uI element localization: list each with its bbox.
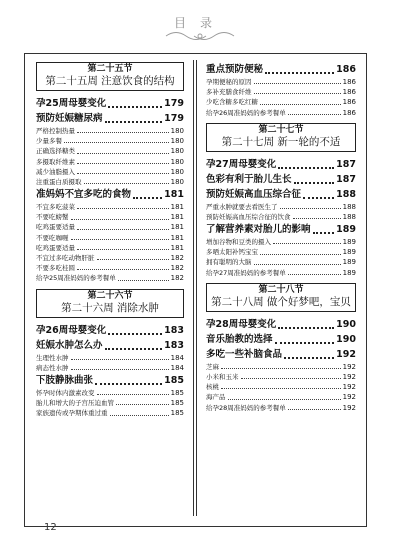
entry-title: 给孕27周准妈妈的参考餐单: [206, 268, 286, 277]
toc-entry[interactable]: [206, 332, 356, 347]
entry-title: 核桃: [206, 383, 219, 392]
entry-title: 孕28周母婴变化: [206, 318, 277, 330]
entry-title: 妊娠水肿怎么办: [36, 339, 103, 351]
entry-title: 少吃含糖多吃红糖: [206, 98, 258, 107]
entry-page: 185: [170, 388, 184, 397]
entry-page: 190: [336, 318, 356, 330]
toc-title: 目录: [173, 16, 226, 30]
dot-leader: [77, 208, 169, 209]
entry-title: 不要多吃桂圆: [36, 264, 75, 273]
entry-title: 怀孕时体内激素改变: [36, 388, 95, 397]
entry-title: 不宜多吃菠菜: [36, 203, 75, 212]
toc-subentry[interactable]: [36, 398, 184, 408]
entry-list-26-cont: [206, 62, 356, 118]
entry-page: 187: [336, 173, 356, 185]
entry-page: 182: [170, 254, 184, 263]
toc-subentry[interactable]: [36, 177, 184, 187]
dot-leader: [97, 259, 169, 260]
toc-subentry[interactable]: [206, 372, 356, 382]
entry-title: 预防妊娠高血压综合征的饮食: [206, 212, 291, 221]
toc-subentry[interactable]: [206, 392, 356, 402]
toc-subentry[interactable]: [206, 247, 356, 257]
entry-page: 189: [336, 224, 356, 236]
entry-page: 182: [170, 264, 184, 273]
entry-page: 186: [342, 77, 356, 86]
entry-title: 预防妊娠糖尿病: [36, 113, 103, 124]
toc-subentry[interactable]: [36, 126, 184, 136]
toc-subentry[interactable]: [36, 273, 184, 283]
dot-leader: [71, 359, 169, 360]
section-title: 第二十七周 新一轮的不适: [221, 135, 341, 148]
dot-leader: [77, 132, 169, 133]
entry-page: 185: [170, 409, 184, 418]
column-divider: [193, 60, 197, 516]
entry-title: 芝麻: [206, 362, 219, 371]
entry-title: 海产品: [206, 393, 226, 402]
entry-page: 181: [170, 233, 184, 242]
dot-leader: [288, 409, 341, 410]
dot-leader: [108, 106, 162, 108]
section-title: 第二十八周 做个好梦吧，宝贝: [211, 295, 351, 308]
dot-leader: [284, 357, 334, 359]
toc-subentry[interactable]: [36, 157, 184, 167]
dot-leader: [294, 182, 335, 184]
section-number: 第二十七节: [258, 124, 304, 135]
entry-title: 正确选择糖类: [36, 147, 75, 156]
entry-title: 给孕28周准妈妈的参考餐单: [206, 403, 286, 412]
section-number: 第二十八节: [258, 284, 304, 295]
toc-subentry[interactable]: [206, 362, 356, 372]
dot-leader: [260, 254, 341, 255]
entry-page: 181: [170, 203, 184, 212]
entry-page: 192: [336, 348, 356, 360]
toc-subentry[interactable]: [206, 77, 356, 87]
entry-page: 186: [342, 108, 356, 117]
toc-subentry[interactable]: [206, 108, 356, 118]
toc-subentry[interactable]: [36, 136, 184, 146]
toc-subentry[interactable]: [36, 233, 184, 243]
entry-title: 不要吃螃蟹: [36, 213, 69, 222]
entry-title: 了解营养素对胎儿的影响: [206, 224, 311, 236]
toc-subentry[interactable]: [36, 408, 184, 418]
dot-leader: [105, 121, 163, 123]
entry-page: 188: [342, 202, 356, 211]
entry-title: 严重水肿就要去看医生了: [206, 202, 278, 211]
dot-leader: [71, 219, 169, 220]
toc-subentry[interactable]: [36, 243, 184, 253]
toc-entry[interactable]: [206, 317, 356, 332]
entry-title: 孕27周母婴变化: [206, 158, 277, 170]
entry-page: 189: [342, 258, 356, 267]
toc-subentry[interactable]: [206, 403, 356, 413]
entry-page: 190: [336, 333, 356, 345]
entry-page: 185: [170, 399, 184, 408]
ornament-icon: [164, 29, 236, 43]
entry-title: 孕25周母婴变化: [36, 98, 107, 109]
entry-title: 生理性水肿: [36, 353, 69, 362]
dot-leader: [303, 197, 334, 199]
entry-page: 192: [342, 362, 356, 371]
toc-entry[interactable]: [206, 172, 356, 187]
toc-entry[interactable]: [206, 222, 356, 237]
left-column: [36, 62, 184, 419]
entry-title: 重点预防便秘: [206, 64, 264, 75]
dot-leader: [254, 264, 341, 265]
dot-leader: [95, 383, 162, 385]
entry-title: 音乐胎教的选择: [206, 333, 273, 345]
entry-page: 186: [336, 64, 356, 75]
entry-list-26: [36, 323, 184, 419]
dot-leader: [254, 93, 341, 94]
toc-subentry[interactable]: [36, 167, 184, 177]
dot-leader: [280, 208, 341, 209]
dot-leader: [288, 114, 341, 115]
entry-page: 183: [164, 339, 184, 351]
entry-title: 拥有聪明的大脑: [206, 258, 252, 267]
dot-leader: [77, 163, 169, 164]
entry-page: 186: [342, 88, 356, 97]
entry-page: 192: [342, 383, 356, 392]
entry-page: 192: [342, 393, 356, 402]
toc-subentry[interactable]: [206, 202, 356, 212]
dot-leader: [288, 274, 341, 275]
entry-page: 181: [164, 189, 184, 201]
toc-subentry[interactable]: [36, 363, 184, 373]
toc-entry[interactable]: [206, 347, 356, 362]
entry-page: 180: [170, 126, 184, 135]
entry-title: 色彩有利于胎儿生长: [206, 173, 292, 185]
dot-leader: [293, 218, 341, 219]
entry-title: 严格控制热量: [36, 126, 75, 135]
toc-entry[interactable]: [36, 338, 184, 353]
toc-subentry[interactable]: [36, 223, 184, 233]
dot-leader: [265, 72, 334, 74]
section-title: 第二十六周 消除水肿: [61, 301, 159, 314]
entry-page: 181: [170, 223, 184, 232]
right-column: [206, 62, 356, 413]
toc-subentry[interactable]: [206, 258, 356, 268]
entry-page: 180: [170, 147, 184, 156]
entry-title: 少量多餐: [36, 137, 62, 146]
entry-list-27: [206, 157, 356, 278]
toc-entry[interactable]: [206, 62, 356, 77]
section-header-26: [36, 289, 184, 318]
dot-leader: [77, 249, 169, 250]
toc-subentry[interactable]: [36, 212, 184, 222]
toc-subentry[interactable]: [36, 146, 184, 156]
toc-entry[interactable]: [36, 96, 184, 111]
entry-page: 188: [336, 188, 356, 200]
dot-leader: [77, 153, 169, 154]
entry-page: 183: [164, 324, 184, 336]
toc-subentry[interactable]: [36, 253, 184, 263]
dot-leader: [241, 378, 341, 379]
dot-leader: [71, 239, 169, 240]
section-title: 第二十五周 注意饮食的结构: [45, 75, 175, 87]
entry-title: 准妈妈不宜多吃的食物: [36, 189, 132, 201]
dot-leader: [108, 333, 162, 335]
dot-leader: [77, 269, 169, 270]
entry-title: 孕26周母婴变化: [36, 324, 107, 336]
entry-title: 家族遗传或孕期体重过重: [36, 409, 108, 418]
entry-page: 185: [164, 375, 184, 386]
entry-page: 192: [342, 403, 356, 412]
entry-title: 吃鸡蛋要适量: [36, 223, 75, 232]
toc-entry[interactable]: [206, 157, 356, 172]
entry-page: 180: [170, 157, 184, 166]
toc-entry[interactable]: [36, 373, 184, 388]
entry-title: 孕期便秘的原因: [206, 77, 252, 86]
dot-leader: [105, 348, 163, 350]
entry-title: 减少油脂摄入: [36, 167, 75, 176]
entry-title: 多补充膳食纤维: [206, 88, 252, 97]
toc-subentry[interactable]: [36, 263, 184, 273]
entry-title: 多晒太阳补钙宝宝: [206, 248, 258, 257]
dot-leader: [275, 342, 335, 344]
dot-leader: [77, 229, 169, 230]
dot-leader: [110, 415, 169, 416]
entry-title: 下肢静脉曲张: [36, 375, 94, 386]
toc-subentry[interactable]: [206, 237, 356, 247]
section-number: 第二十五节: [87, 64, 133, 74]
entry-page: 179: [164, 98, 184, 109]
toc-entry[interactable]: [206, 187, 356, 202]
section-header-25: [36, 62, 184, 91]
dot-leader: [64, 142, 169, 143]
dot-leader: [97, 394, 169, 395]
dot-leader: [228, 399, 341, 400]
entry-title: 小米和玉米: [206, 373, 239, 382]
dot-leader: [84, 183, 169, 184]
entry-page: 180: [170, 177, 184, 186]
dot-leader: [278, 327, 334, 329]
entry-page: 192: [342, 373, 356, 382]
section-number: 第二十六节: [87, 290, 133, 301]
toc-subentry[interactable]: [36, 202, 184, 212]
dot-leader: [221, 368, 341, 369]
toc-subentry[interactable]: [36, 388, 184, 398]
toc-subentry[interactable]: [206, 382, 356, 392]
dot-leader: [278, 167, 334, 169]
entry-page: 189: [342, 248, 356, 257]
entry-title: 不宜过多吃动物肝脏: [36, 254, 95, 263]
dot-leader: [313, 232, 335, 234]
entry-page: 186: [342, 98, 356, 107]
entry-page: 189: [342, 268, 356, 277]
entry-title: 吃鸡蛋要适量: [36, 243, 75, 252]
toc-entry[interactable]: [36, 111, 184, 126]
entry-page: 188: [342, 212, 356, 221]
toc-frame: [24, 53, 367, 527]
entry-title: 多摄取纤维素: [36, 157, 75, 166]
dot-leader: [273, 243, 341, 244]
entry-page: 180: [170, 137, 184, 146]
dot-leader: [260, 104, 341, 105]
entry-page: 189: [342, 238, 356, 247]
entry-title: 胎儿和增大的子宫压迫血管: [36, 399, 114, 408]
dot-leader: [221, 388, 341, 389]
entry-title: 病态性水肿: [36, 363, 69, 372]
toc-entry[interactable]: [36, 323, 184, 338]
toc-subentry[interactable]: [206, 97, 356, 107]
entry-title: 注重蛋白质摄取: [36, 177, 82, 186]
entry-title: 增加谷物和豆类的摄入: [206, 238, 271, 247]
toc-subentry[interactable]: [206, 268, 356, 278]
dot-leader: [71, 369, 169, 370]
entry-page: 182: [170, 274, 184, 283]
toc-subentry[interactable]: [206, 87, 356, 97]
entry-page: 184: [170, 363, 184, 372]
entry-page: 179: [164, 113, 184, 124]
entry-title: 给孕25周准妈妈的参考餐单: [36, 274, 116, 283]
dot-leader: [254, 83, 341, 84]
entry-page: 187: [336, 158, 356, 170]
entry-page: 181: [170, 213, 184, 222]
dot-leader: [133, 197, 162, 199]
section-header-28: [206, 283, 356, 312]
dot-leader: [77, 173, 169, 174]
entry-title: 预防妊娠高血压综合征: [206, 188, 302, 200]
entry-title: 不要吃咖喱: [36, 233, 69, 242]
entry-title: 给孕26周准妈妈的参考餐单: [206, 108, 286, 117]
dot-leader: [118, 280, 169, 281]
entry-page: 180: [170, 167, 184, 176]
entry-list-28: [206, 317, 356, 413]
entry-title: 多吃一些补脑食品: [206, 348, 283, 360]
section-header-27: [206, 123, 356, 152]
entry-page: 181: [170, 243, 184, 252]
entry-page: 184: [170, 353, 184, 362]
dot-leader: [116, 404, 169, 405]
page-number: 12: [44, 522, 57, 533]
toc-subentry[interactable]: [36, 353, 184, 363]
toc-subentry[interactable]: [206, 212, 356, 222]
toc-entry[interactable]: [36, 187, 184, 202]
entry-list-25: [36, 96, 184, 284]
page-header: [0, 0, 400, 48]
